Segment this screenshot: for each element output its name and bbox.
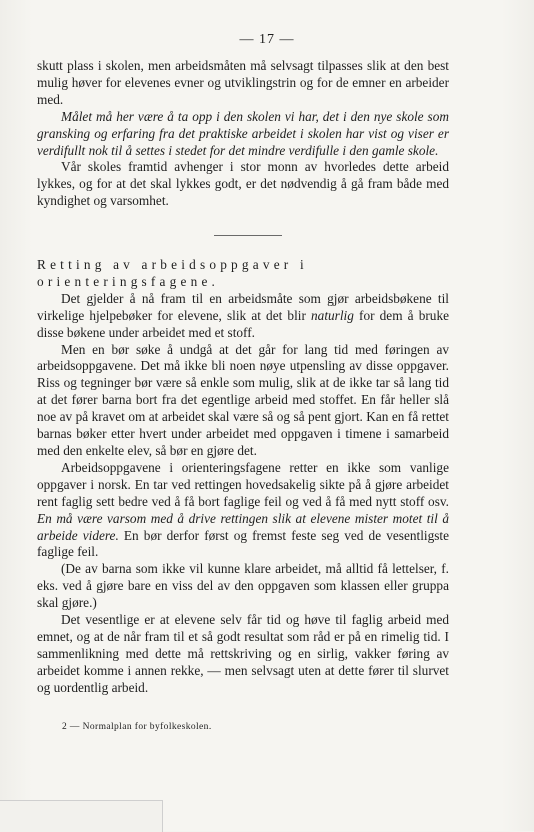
text-run: Arbeidsoppgavene i orienteringsfagene retter en ikke som vanlige oppgaver i norsk. En tar ved rettingen hovedsakelig sikte på å gjøre arbeidet rent faglig sett bedre ved å få bort faglige feil og ved å få med nytt stoff osv. [37,459,449,509]
italic-text: En må være varsom med å drive rettingen slik at elevene mister motet til å arbeide videre. [37,510,449,543]
italic-text: Målet må her være å ta opp i den skolen vi har, det i den nye skole som gransking og erfaring fra det praktiske arbeidet i skolen har vist og viser er verdifullt nok til å settes i stedet for det mindre verdifulle i den gamle skole. [37,108,449,158]
footnote: 2 — Normalplan for byfolkeskolen. [62,722,212,732]
text-run: En bør derfor først og fremst feste seg ved de vesentligste faglige feil. [37,527,449,560]
paragraph: Men en bør søke å undgå at det går for lang tid med føringen av arbeidsoppgavene. Det må ikke bli noen nøye utpensling av disse oppgaver. Riss og tegninger bør være så enkle som mulig, slik at de ikke tar så lang tid at det fører barna bort fra det egentlige arbeid med stoffet. En får heller slå noe av på kravet om at arbeidet skal være så og så pent gjort. Kan en få rettet barnas bøker etter hvert under arbeidet med oppgaven i timene i samarbeid med den enkelte elev, så bør en gjøre det. [37,341,449,458]
page-number: — 17 — [239,32,295,47]
paragraph [37,460,449,561]
next-page-edge [0,800,163,832]
paragraph: (De av barna som ikke vil kunne klare arbeidet, må alltid få lettelser, f. eks. ved å gjøre bare en viss del av den oppgaven som klassen eller gruppa skal gjøre.) [37,561,449,611]
paragraph: Vår skoles framtid avhenger i stor monn av hvorledes dette arbeid lykkes, og for at det skal lykkes godt, er det nødvendig å gå fram både med kyndighet og varsomhet. [37,159,449,209]
paragraph: Det vesentlige er at elevene selv får tid og høve til faglig arbeid med emnet, og at de når fram til et så godt resultat som råd er på en rimelig tid. I sammenlikning med dette må rettskriving og en sirlig, vakker føring av arbeidet komme i annen rekke, — men selvsagt uten at dette fører til slurvet og uordentlig arbeid. [37,612,449,695]
italic-text: naturlig [311,307,354,323]
paragraph [37,291,449,342]
section-text-block [37,257,449,697]
text-run: for dem å bruke disse bøkene under arbeidet med et stoff. [37,307,449,340]
intro-text-block [37,58,449,210]
section-heading: Retting av arbeidsoppgaver i orienteringsfagene. [37,257,308,289]
text-run: Det gjelder å nå fram til en arbeidsmåte som gjør arbeidsbøkene til virkelige hjelpebøker for elevene, slik at det blir [37,290,449,323]
section-divider [214,235,282,236]
paragraph: skutt plass i skolen, men arbeidsmåten må selvsagt tilpasses slik at den best mulig høver for elevenes evner og utviklingstrin og for de emner en arbeider med. [37,58,449,107]
paragraph-emphasis [37,109,449,160]
